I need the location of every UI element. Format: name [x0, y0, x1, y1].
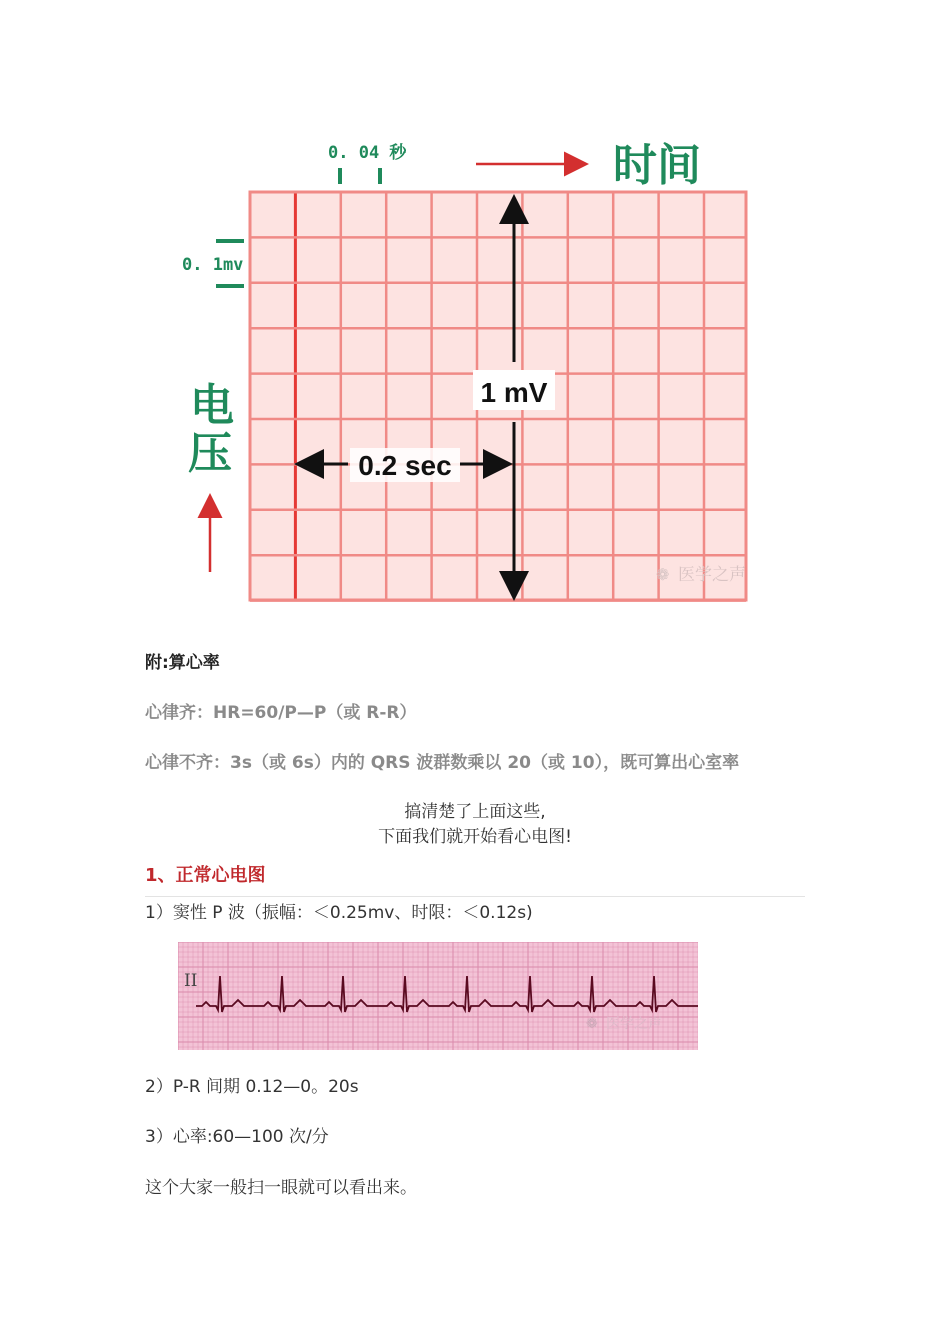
- rule-regular: 心律齐：HR=60/P—P（或 R-R）: [145, 703, 417, 723]
- divider: [145, 896, 805, 897]
- voltage-label-1: 电: [190, 380, 234, 431]
- volt-step-label: 0. 1mv: [182, 255, 244, 275]
- section-title: 附:算心率: [145, 653, 220, 673]
- heading-normal-ecg: 1、正常心电图: [145, 865, 266, 886]
- time-step-label: 0. 04 秒: [328, 143, 407, 163]
- transition-line-1: 搞清楚了上面这些,: [404, 802, 546, 822]
- time-label: 时间: [613, 140, 701, 191]
- lead-label: II: [184, 971, 198, 991]
- figure1-watermark: 医学之声: [678, 565, 746, 585]
- figure2-watermark: 医学之声: [606, 1016, 662, 1032]
- sec-label: 0.2 sec: [358, 450, 452, 481]
- rule-irregular: 心律不齐：3s（或 6s）内的 QRS 波群数乘以 20（或 10），既可算出心室率: [145, 753, 740, 773]
- ecg-strip: [178, 942, 698, 1050]
- voltage-label-2: 压: [188, 428, 232, 479]
- transition-line-2: 下面我们就开始看心电图!: [378, 827, 572, 847]
- watermark-icon-2: ❁: [586, 1016, 598, 1032]
- item-p-wave: 1）窦性 P 波（振幅：＜0.25mv、时限：＜0.12s): [145, 903, 533, 923]
- item-heart-rate: 3）心率:60—100 次/分: [145, 1127, 329, 1147]
- closing-text: 这个大家一般扫一眼就可以看出来。: [145, 1178, 417, 1198]
- mv-label: 1 mV: [480, 377, 548, 408]
- watermark-icon: ❁: [656, 565, 670, 584]
- item-pr-interval: 2）P-R 间期 0.12—0。20s: [145, 1077, 359, 1097]
- ecg-grid-diagram: [170, 130, 770, 610]
